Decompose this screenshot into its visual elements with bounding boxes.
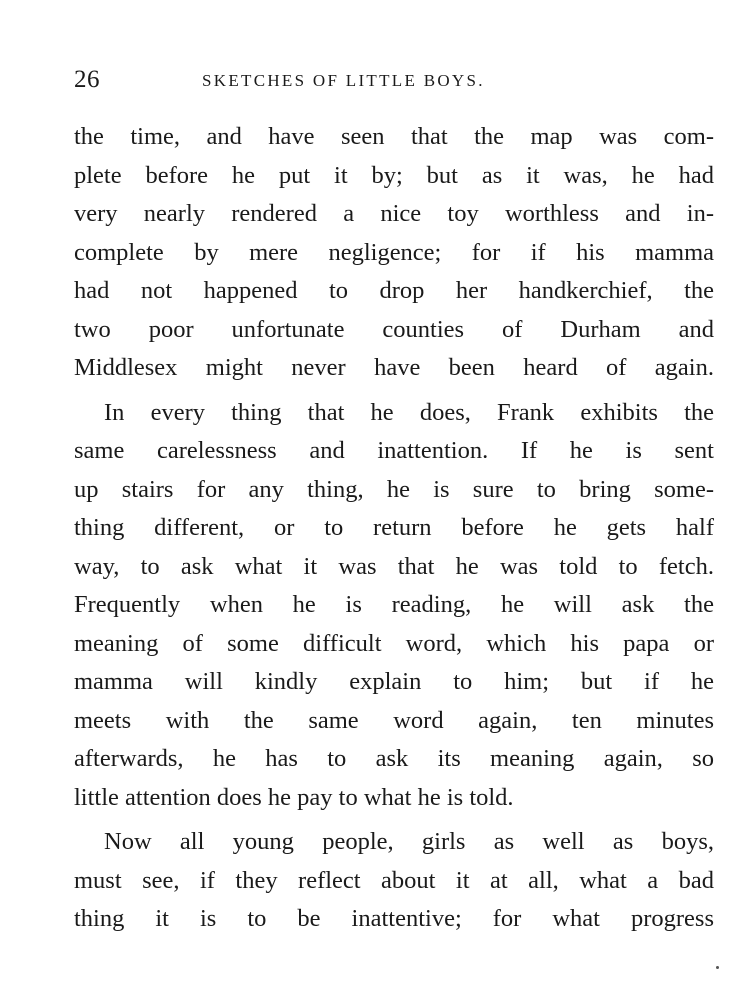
text-line: must see, if they reflect about it at all, what a bad [74, 866, 714, 894]
text-line: had not happened to drop her handkerchief, the [74, 277, 714, 304]
running-title: SKETCHES OF LITTLE BOYS. [202, 71, 485, 90]
text-line: two poor unfortunate counties of Durham and [74, 315, 714, 343]
text-line: complete by mere negligence; for if his mamma [74, 238, 714, 266]
text-line: same carelessness and inattention. If he is sent [74, 437, 714, 464]
text-line: plete before he put it by; but as it was, he had [74, 161, 714, 189]
text-line: afterwards, he has to ask its meaning again, so [74, 745, 714, 772]
body-text [74, 118, 714, 939]
page-number: 26 [74, 66, 100, 93]
text-line: Middlesex might never have been heard of again. [74, 354, 714, 381]
text-line: meets with the same word again, ten minutes [74, 706, 714, 734]
text-line: the time, and have seen that the map was com- [74, 123, 714, 150]
text-line: way, to ask what it was that he was told to fetch. [74, 552, 714, 580]
paragraph [74, 118, 714, 388]
page-header [74, 66, 714, 106]
paragraph [74, 394, 714, 818]
text-line: In every thing that he does, Frank exhibits the [104, 398, 714, 426]
text-line: mamma will kindly explain to him; but if he [74, 668, 714, 695]
text-line: thing different, or to return before he gets half [74, 514, 714, 541]
text-line: little attention does he pay to what he is told. [74, 783, 514, 811]
text-line: Frequently when he is reading, he will ask the [74, 591, 714, 618]
text-line: meaning of some difficult word, which his papa or [74, 629, 714, 657]
text-line: Now all young people, girls as well as boys, [104, 828, 714, 855]
paragraph [74, 823, 714, 939]
text-line: very nearly rendered a nice toy worthless and in- [74, 200, 714, 227]
print-speck [716, 966, 719, 969]
text-line: thing it is to be inattentive; for what progress [74, 905, 714, 932]
text-line: up stairs for any thing, he is sure to bring some- [74, 475, 714, 503]
